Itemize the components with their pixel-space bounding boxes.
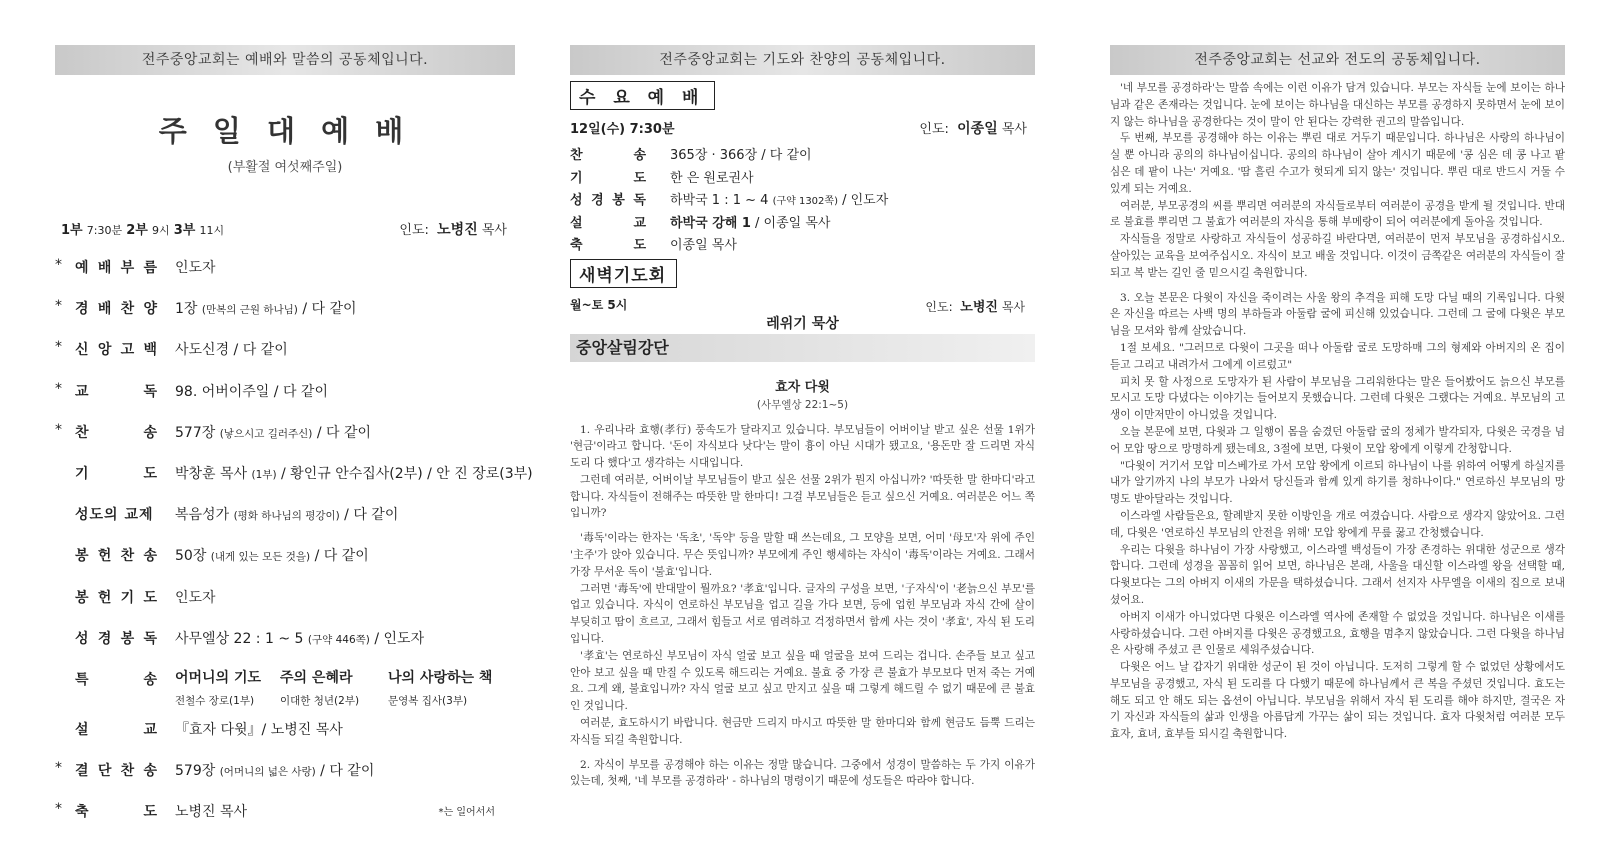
sermon-paragraph: 여러분, 효도하시기 바랍니다. 현금만 드리지 마시고 따뜻한 말 한마디와 함께 현금도 듬뿍 드리는 자식들 되길 축원합니다. [570, 717, 1035, 746]
order-row [55, 420, 515, 461]
order-value: 사도신경 / 다 같이 [175, 342, 288, 359]
sermon-body-part1 [570, 422, 1035, 791]
wednesday-row-label: 기 도 [570, 170, 646, 186]
order-value: 인도자 [175, 589, 216, 606]
order-row [55, 626, 515, 667]
order-row [55, 543, 515, 584]
dawn-topic: 레위기 묵상 [766, 315, 839, 332]
service-leader: 인도: 노병진 목사 [399, 222, 507, 238]
wednesday-row-label: 축 도 [570, 238, 646, 253]
wednesday-row-label: 설 교 [570, 215, 646, 231]
sermon-paragraph: 오늘 본문에 보면, 다윗과 그 일행이 몸을 숨겼던 아둘람 굴의 정체가 발각되자, 다윗은 국경을 넘어 모압 땅으로 망명하게 됐는데요, 3절에 보면, 다윗이 모압 왕에게 이렇게 간청합니다. [1110, 425, 1565, 455]
order-value: 577장 (낳으시고 길러주신) / 다 같이 [175, 424, 372, 441]
order-label: 결 단 찬 송 [75, 763, 157, 780]
wednesday-column [570, 0, 1035, 861]
order-value: 복음성가 (평화 하나님의 평강이) / 다 같이 [175, 507, 399, 524]
sermon-paragraph: '네 부모를 공경하라'는 말씀 속에는 이런 이유가 담겨 있습니다. 부모는 자식들 눈에 보이는 하나님과 같은 존재라는 것입니다. 눈에 보이는 하나님을 대신하는 부모를 공경하지 못하면서 눈에 보이지 않는 하나님을 공경한다는 것이 말이 안 된다는 강력한 권고의 말씀입니다. [1110, 82, 1565, 128]
order-label: 성 경 봉 독 [75, 630, 157, 647]
order-row [55, 585, 515, 626]
sermon-paragraph: 우리는 다윗을 하나님이 가장 사랑했고, 이스라엘 백성들이 가장 존경하는 위대한 성군으로 생각합니다. 그런데 성경을 꼼꼼히 읽어 보면, 하나님은 본래, 사울을 대신할 이스라엘 왕을 선택할 때, 다윗보다는 그의 아버지 이새의 가문을 택하셨습니다. 그래서 선지자 사무엘을 이새의 집으로 보내셨어요. [1110, 543, 1565, 606]
wednesday-row-label: 성 경 봉 독 [570, 193, 646, 208]
stand-marker: * [55, 421, 62, 438]
sermon-reference: (사무엘상 22:1~5) [756, 398, 849, 411]
order-row [55, 255, 515, 296]
order-value: 인도자 [175, 260, 216, 276]
order-row [55, 799, 515, 840]
sermon-paragraph: 두 번째, 부모를 공경해야 하는 이유는 뿌린 대로 거두기 때문입니다. 하나님은 사랑의 하나님이실 뿐 아니라 공의의 하나님이십니다. 공의의 하나님이 살아 계시기 때문에 '콩 심은 데 콩 나고 팥 심은 데 팥이 나는' 거예요. '땀 흘린 수고가 헛되게 되지 않는' 것입니다. 뿌린 대로 반드시 거둘 수 있게 되는 거예요. [1110, 132, 1565, 195]
order-label: 찬 송 [75, 424, 157, 441]
order-value: 사무엘상 22 : 1 ~ 5 (구약 446쪽) / 인도자 [175, 630, 425, 647]
sermon-paragraph: '毒독'이라는 한자는 '독초', '독약' 등을 말할 때 쓰는데요, 그 모양을 보면, 어미 '母모'자 위에 주인 '主주'가 앉아 있습니다. 무슨 뜻입니까? 부모에게 주인 행세하는 자식이 '毒독'이라는 거예요. 그래서 가장 무서운 독이 '불효'입니다. [570, 532, 1035, 578]
special-song-3: 나의 사랑하는 책 문영복 집사(3부) [388, 669, 493, 707]
wednesday-row-value: 365장 · 366장 / 다 같이 [670, 148, 812, 163]
sermon-paragraph: 여러분, 부모공경의 씨를 뿌리면 여러분의 자식들로부터 여러분이 공경을 받게 될 것입니다. 반대로 불효를 뿌리면 그 불효가 여러분의 자식을 통해 부메랑이 되어 여러분에게 돌아올 것입니다. [1110, 199, 1565, 229]
wednesday-service-title: 수 요 예 배 [570, 81, 715, 110]
wednesday-row [570, 212, 1035, 235]
order-row [55, 502, 515, 543]
sermon-paragraph: 3. 오늘 본문은 다윗이 자신을 죽이려는 사울 왕의 추격을 피해 도망 다닐 때의 기록입니다. 다윗은 자신을 따르는 사백 명의 부하들과 아둘람 굴에 피신해 있었습니다. 그런데 그 굴에 다윗은 부모님을 모셔와 함께 살았습니다. [1110, 291, 1565, 338]
sermon-paragraph: "다윗이 거기서 모압 미스베가로 가서 모압 왕에게 이르되 하나님이 나를 위하여 어떻게 하실지를 내가 알기까지 나의 부모가 나와서 당신들과 함께 있게 하기를 청하나이다." 연로하신 부모님의 망명도 받아달라는 것입니다. [1110, 459, 1565, 506]
column-header-left: 전주중앙교회는 예배와 말씀의 공동체입니다. [55, 45, 515, 75]
order-label: 교 독 [75, 383, 157, 400]
wednesday-row [570, 189, 1035, 212]
wednesday-row-value: 하박국 강해 1 / 이종일 목사 [670, 215, 831, 231]
order-of-worship [55, 255, 533, 667]
order-label: 신 앙 고 백 [75, 342, 157, 359]
dawn-prayer-title: 새벽기도회 [570, 259, 677, 288]
sermon-title: 효자 다윗 [775, 379, 830, 395]
column-header-right: 전주중앙교회는 선교와 전도의 공동체입니다. [1110, 45, 1565, 75]
service-times [55, 219, 515, 239]
column-header-middle: 전주중앙교회는 기도와 찬양의 공동체입니다. [570, 45, 1035, 75]
order-label: 축 도 [75, 804, 157, 821]
order-value: 579장 (어머니의 넓은 사랑) / 다 같이 [175, 763, 375, 780]
order-label: 경 배 찬 양 [75, 301, 157, 318]
order-value: 50장 (내게 있는 모든 것을) / 다 같이 [175, 548, 369, 565]
order-row [55, 758, 515, 799]
order-value: 박창훈 목사 (1부) / 황인규 안수집사(2부) / 안 진 장로(3부) [175, 465, 533, 482]
special-song-2: 주의 은혜라 이대한 청년(2부) [280, 669, 360, 707]
dawn-time: 월~토 5시 [570, 297, 628, 312]
stand-marker: * [55, 257, 62, 273]
special-song-label: 특 송 [75, 671, 157, 688]
wednesday-row-value: 이종일 목사 [670, 238, 737, 253]
wednesday-row-value: 하박국 1 : 1 ~ 4 (구약 1302쪽) / 인도자 [670, 193, 889, 208]
service-title: 주 일 대 예 배 [158, 114, 412, 148]
order-row [55, 296, 515, 337]
dawn-prayer-info [570, 296, 1035, 334]
order-label: 봉 헌 찬 송 [75, 548, 157, 565]
order-value: 98. 어버이주일 / 다 같이 [175, 383, 328, 400]
time-list: 1부 7:30분 2부 9시 3부 11시 [61, 223, 225, 238]
order-label: 기 도 [75, 465, 157, 482]
order-row [55, 461, 533, 502]
order-label: 설 교 [75, 721, 157, 738]
order-label: 예 배 부 름 [75, 260, 157, 276]
sermon-paragraph: 아버지 이새가 아니었다면 다윗은 이스라엘 역사에 존재할 수 없었을 것입니다. 하나님은 이새를 사랑하셨습니다. 그런 아버지를 다윗은 공경했고요, 효행을 멈추지 않았습니다. 그런 다윗을 하나님은 사랑해 주셨고 큰 인물로 세워주셨습니다. [1110, 610, 1565, 657]
wednesday-row [570, 234, 1035, 257]
pulpit-section-title: 중앙살림강단 [570, 334, 1035, 362]
sermon-body-part2 [1110, 80, 1565, 743]
standing-note: *는 일어서서 [438, 807, 495, 819]
wednesday-time: 12일(수) 7:30분 [570, 122, 675, 137]
stand-marker: * [55, 339, 62, 356]
order-of-worship-closing [55, 717, 515, 841]
order-label: 성도의 교제 [75, 507, 154, 524]
stand-marker: * [55, 298, 62, 315]
wednesday-service-info [570, 118, 1035, 140]
order-row [55, 337, 515, 378]
sermon-continued-column [1110, 0, 1565, 861]
sermon-paragraph: 다윗은 어느 날 갑자기 위대한 성군이 된 것이 아닙니다. 도저히 그렇게 할 수 없었던 상황에서도 부모님을 공경했고, 자식 된 도리를 다 다했기 때문에 하나님께서 큰 복을 주셨던 것입니다. 효도는 해도 되고 안 해도 되는 옵션이 아닙니다. 부모님을 위해서 자식 된 도리를 해야 하지만, 결국은 자기 자신과 자식들의 삶과 인생을 아름답게 가꾸는 삶이 되는 것입니다. 효자 다윗처럼 여러분 모두 효자, 효녀, 효부들 되시길 축원합니다. [1110, 661, 1565, 741]
special-song-1: 어머니의 기도 전철수 장로(1부) [175, 669, 262, 707]
sermon-paragraph: 그런데 여러분, 어버이날 부모님들이 받고 싶은 선물 2위가 뭔지 아십니까? '따뜻한 말 한마디'라고 합니다. 자식들이 전해주는 따뜻한 말 한마디! 그걸 부모님들은 듣고 싶으신 거예요. 여러분은 어느 쪽입니까? [570, 473, 1035, 520]
wednesday-row-label: 찬 송 [570, 148, 646, 163]
sermon-paragraph: 1절 보세요. "그러므로 다윗이 그곳을 떠나 아둘람 굴로 도망하매 그의 형제와 아버지의 온 집이 듣고 그리고 내려가서 그에게 이르렀고" [1110, 341, 1565, 371]
stand-marker: * [55, 760, 62, 777]
wednesday-row [570, 144, 1035, 167]
stand-marker: * [55, 801, 62, 818]
sermon-paragraph: 자식들을 정말로 사랑하고 자식들이 성공하길 바란다면, 여러분이 먼저 부모님을 공경하십시오. 살아있는 교육을 보여주십시오. 자식이 보고 배울 것입니다. 이것이 금쪽같은 여러분의 자식들이 잘 되고 복 받는 길인 줄 믿으시길 축원합니다. [1110, 233, 1565, 279]
sermon-paragraph: 그러면 '毒독'에 반대말이 뭘까요? '孝효'입니다. 글자의 구성을 보면, '子자식'이 '老늙으신 부모'를 업고 있습니다. 자식이 연로하신 부모님을 업고 길을 가다 보면, 등에 업힌 부모님과 자식 간에 살이 부딪히고 땀이 흐르고, 그래서 힘들고 서로 염려하고 걱정하면서 함께 사는 것이 '孝효', 자식 된 도리입니다. [570, 582, 1035, 646]
special-song-row [55, 667, 515, 717]
wednesday-row [570, 167, 1035, 190]
service-subtitle: (부활절 여섯째주일) [227, 160, 343, 175]
order-value: 노병진 목사 [175, 804, 248, 821]
dawn-leader: 인도: 노병진 목사 [925, 299, 1025, 315]
sermon-paragraph: '孝효'는 연로하신 부모님이 자식 얼굴 보고 싶을 때 얼굴을 보여 드리는 겁니다. 손주들 보고 싶고 안아 보고 싶을 때 만질 수 있도록 해드리는 거예요. 불효 중 가장 큰 불효가 부모보다 먼저 죽는 거예요. 그게 왜, 불효입니까? 자식 얼굴 보고 싶고 만지고 싶을 때 그렇게 해드릴 수 없기 때문에 큰 불효인 것입니다. [570, 649, 1035, 713]
sermon-paragraph: 2. 자식이 부모를 공경해야 하는 이유는 정말 많습니다. 그중에서 성경이 말씀하는 두 가지 이유가 있는데, 첫째, '네 부모를 공경하라' - 하나님의 명령이기 때문에 성도들은 따라야 합니다. [570, 758, 1035, 788]
sermon-paragraph: 이스라엘 사람들은요, 할례받지 못한 이방인을 개로 여겼습니다. 사람으로 생각지 않았어요. 그런데, 다윗은 '연로하신 부모님의 안전을 위해' 모압 왕에게 무릎 꿇고 간청했습니다. [1110, 509, 1565, 539]
sermon-paragraph: 피치 못 할 사정으로 도망자가 된 사람이 부모님을 그리워한다는 말은 들어봤어도 늙으신 부모를 모시고 도망 다녔다는 이야기는 들어보지 못했습니다. 그런데 다윗은 그랬다는 거예요. 부모님의 고생이 이만저만이 아니었을 것입니다. [1110, 375, 1565, 422]
order-value: 『효자 다윗』/ 노병진 목사 [175, 721, 343, 738]
wednesday-order [570, 144, 1035, 257]
wednesday-leader: 인도: 이종일 목사 [919, 121, 1027, 137]
order-row [55, 717, 515, 758]
order-row [55, 379, 515, 420]
stand-marker: * [55, 380, 62, 397]
sermon-paragraph: 1. 우리나라 효행(孝行) 풍속도가 달라지고 있습니다. 부모님들이 어버이날 받고 싶은 선물 1위가 '현금'이라고 합니다. '돈이 자식보다 낫다'는 말이 흉이 아닌 시대가 됐고요, '용돈만 잘 드리면 자식 도리 다 했다'고 생각하는 시대입니다. [570, 423, 1035, 470]
wednesday-row-value: 한 은 원로권사 [670, 170, 754, 186]
order-value: 1장 (만복의 근원 하나님) / 다 같이 [175, 301, 357, 318]
sunday-service-column [55, 0, 533, 861]
order-label: 봉 헌 기 도 [75, 589, 157, 606]
